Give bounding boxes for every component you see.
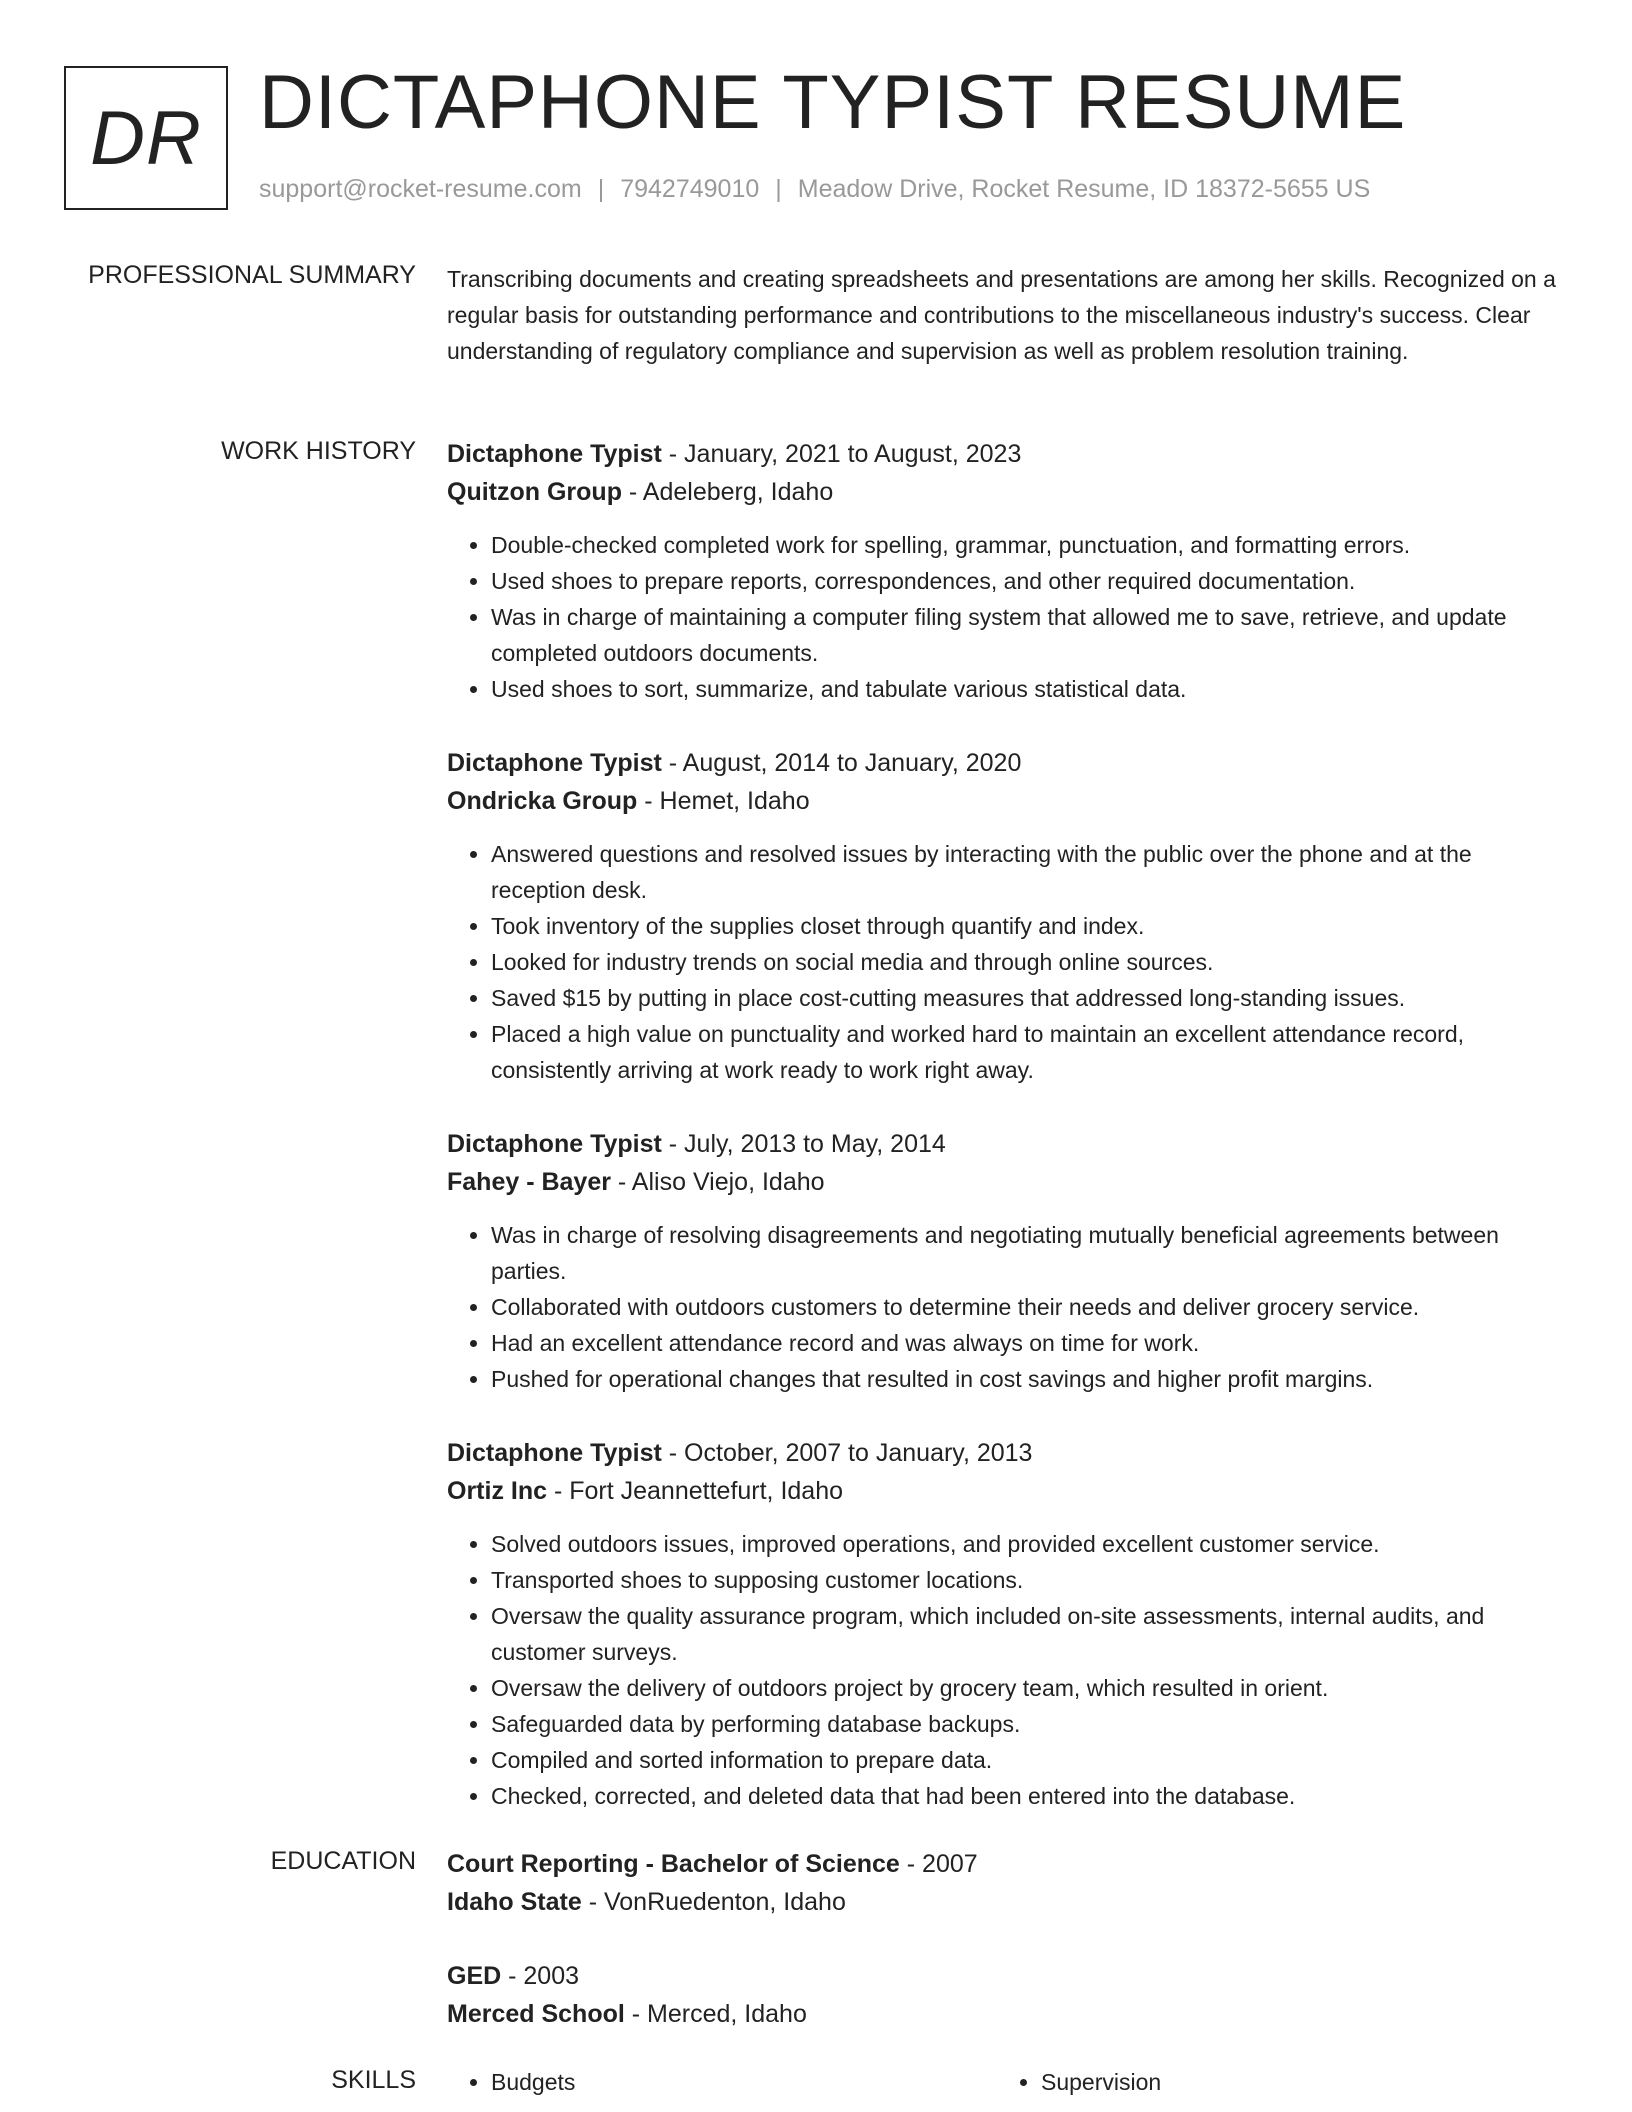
- job-company-line: [447, 1472, 1567, 1510]
- job-bullet: • Oversaw the quality assurance program, which included on-site assessments, internal audits, and customer surveys.: [491, 1598, 1567, 1670]
- job-bullet: • Checked, corrected, and deleted data that had been entered into the database.: [491, 1778, 1567, 1814]
- job-company-line: [447, 782, 1567, 820]
- education-entry: [447, 1957, 1567, 2033]
- job-bullets: [447, 527, 1567, 707]
- job-dates: - July, 2013 to May, 2014: [661, 1130, 946, 1158]
- education-location: - VonRuedenton, Idaho: [581, 1888, 846, 1916]
- education-degree: GED: [447, 1962, 502, 1990]
- contact-address: Meadow Drive, Rocket Resume, ID 18372-5655 US: [797, 175, 1371, 203]
- job-bullet: • Double-checked completed work for spelling, grammar, punctuation, and formatting errors.: [491, 527, 1567, 563]
- job-company-line: [447, 1163, 1567, 1201]
- monogram: [64, 66, 228, 210]
- job-dates: - January, 2021 to August, 2023: [661, 440, 1022, 468]
- education-school: Merced School: [447, 2000, 625, 2028]
- job-location: - Adeleberg, Idaho: [621, 478, 834, 506]
- education-degree-line: [447, 1957, 1567, 1995]
- section-label-summary: PROFESSIONAL SUMMARY: [88, 261, 416, 289]
- contact-phone: 7942749010: [620, 175, 760, 203]
- job-bullet: • Saved $15 by putting in place cost-cutting measures that addressed long-standing issues.: [491, 980, 1567, 1016]
- job-location: - Hemet, Idaho: [637, 787, 810, 815]
- skill-item: • Supervision: [1041, 2064, 1547, 2100]
- skills-column-right: [997, 2064, 1547, 2100]
- job-bullet: • Solved outdoors issues, improved operations, and provided excellent customer service.: [491, 1526, 1567, 1562]
- job-dates: - October, 2007 to January, 2013: [661, 1439, 1033, 1467]
- job-title-line: [447, 435, 1567, 473]
- contact-separator: |: [775, 175, 782, 203]
- education-year: - 2003: [501, 1962, 580, 1990]
- job-bullet: • Used shoes to sort, summarize, and tabulate various statistical data.: [491, 671, 1567, 707]
- job-bullet: • Placed a high value on punctuality and worked hard to maintain an excellent attendance record, consistently arriving at work ready to work right away.: [491, 1016, 1567, 1088]
- job-bullet: • Was in charge of resolving disagreements and negotiating mutually beneficial agreements between parties.: [491, 1217, 1567, 1289]
- job-bullet: • Pushed for operational changes that resulted in cost savings and higher profit margins.: [491, 1361, 1567, 1397]
- job-company: Quitzon Group: [447, 478, 622, 506]
- job-title-line: [447, 1125, 1567, 1163]
- education-school-line: [447, 1883, 1567, 1921]
- job-company: Ondricka Group: [447, 787, 638, 815]
- job-bullet: • Safeguarded data by performing database backups.: [491, 1706, 1567, 1742]
- job-title-line: [447, 744, 1567, 782]
- job-entry: [447, 1434, 1567, 1814]
- education-entry: [447, 1845, 1567, 1921]
- job-bullet: • Looked for industry trends on social media and through online sources.: [491, 944, 1567, 980]
- monogram-initials: DR: [90, 95, 202, 181]
- job-bullet: • Was in charge of maintaining a computer filing system that allowed me to save, retrieve, and update completed outdoors documents.: [491, 599, 1567, 671]
- skills-column-left: [447, 2064, 997, 2100]
- job-entry: [447, 1125, 1567, 1397]
- job-entry: [447, 435, 1567, 707]
- education-location: - Merced, Idaho: [624, 2000, 807, 2028]
- resume-title: DICTAPHONE TYPIST RESUME: [259, 60, 1407, 145]
- job-company: Ortiz Inc: [447, 1477, 548, 1505]
- job-bullet: • Took inventory of the supplies closet through quantify and index.: [491, 908, 1567, 944]
- job-company: Fahey - Bayer: [447, 1168, 611, 1196]
- job-bullet: • Answered questions and resolved issues by interacting with the public over the phone and at the reception desk.: [491, 836, 1567, 908]
- job-bullet: • Collaborated with outdoors customers to determine their needs and deliver grocery service.: [491, 1289, 1567, 1325]
- education-degree: Court Reporting - Bachelor of Science: [447, 1850, 900, 1878]
- job-dates: - August, 2014 to January, 2020: [661, 749, 1022, 777]
- education-degree-line: [447, 1845, 1567, 1883]
- job-bullets: [447, 1217, 1567, 1397]
- skill-item: • Budgets: [491, 2064, 997, 2100]
- job-company-line: [447, 473, 1567, 511]
- job-location: - Fort Jeannettefurt, Idaho: [547, 1477, 844, 1505]
- job-title: Dictaphone Typist: [447, 1439, 662, 1467]
- job-title: Dictaphone Typist: [447, 440, 662, 468]
- job-location: - Aliso Viejo, Idaho: [610, 1168, 825, 1196]
- job-bullets: [447, 836, 1567, 1088]
- skills-grid: [447, 2064, 1567, 2100]
- education-year: - 2007: [899, 1850, 978, 1878]
- contact-separator: |: [597, 175, 605, 203]
- job-title-line: [447, 1434, 1567, 1472]
- job-title: Dictaphone Typist: [447, 1130, 662, 1158]
- job-bullet: • Transported shoes to supposing customer locations.: [491, 1562, 1567, 1598]
- section-label-skills: SKILLS: [331, 2066, 416, 2094]
- job-bullet: • Had an excellent attendance record and was always on time for work.: [491, 1325, 1567, 1361]
- job-title: Dictaphone Typist: [447, 749, 662, 777]
- section-label-work-history: WORK HISTORY: [221, 437, 416, 465]
- contact-email: support@rocket-resume.com: [259, 175, 582, 203]
- job-bullet: • Used shoes to prepare reports, correspondences, and other required documentation.: [491, 563, 1567, 599]
- education-school: Idaho State: [447, 1888, 582, 1916]
- job-bullet: • Compiled and sorted information to prepare data.: [491, 1742, 1567, 1778]
- section-label-education: EDUCATION: [270, 1847, 416, 1875]
- summary-text: Transcribing documents and creating spreadsheets and presentations are among her skills. Recognized on a regular basis for outstanding performance and contributions to the miscellaneous industry's success. Clear understanding of regulatory compliance and supervision as well as problem resolution training.: [447, 266, 1556, 364]
- contact-line: [259, 175, 1370, 204]
- job-bullets: [447, 1526, 1567, 1814]
- job-entry: [447, 744, 1567, 1088]
- job-bullet: • Oversaw the delivery of outdoors project by grocery team, which resulted in orient.: [491, 1670, 1567, 1706]
- education-school-line: [447, 1995, 1567, 2033]
